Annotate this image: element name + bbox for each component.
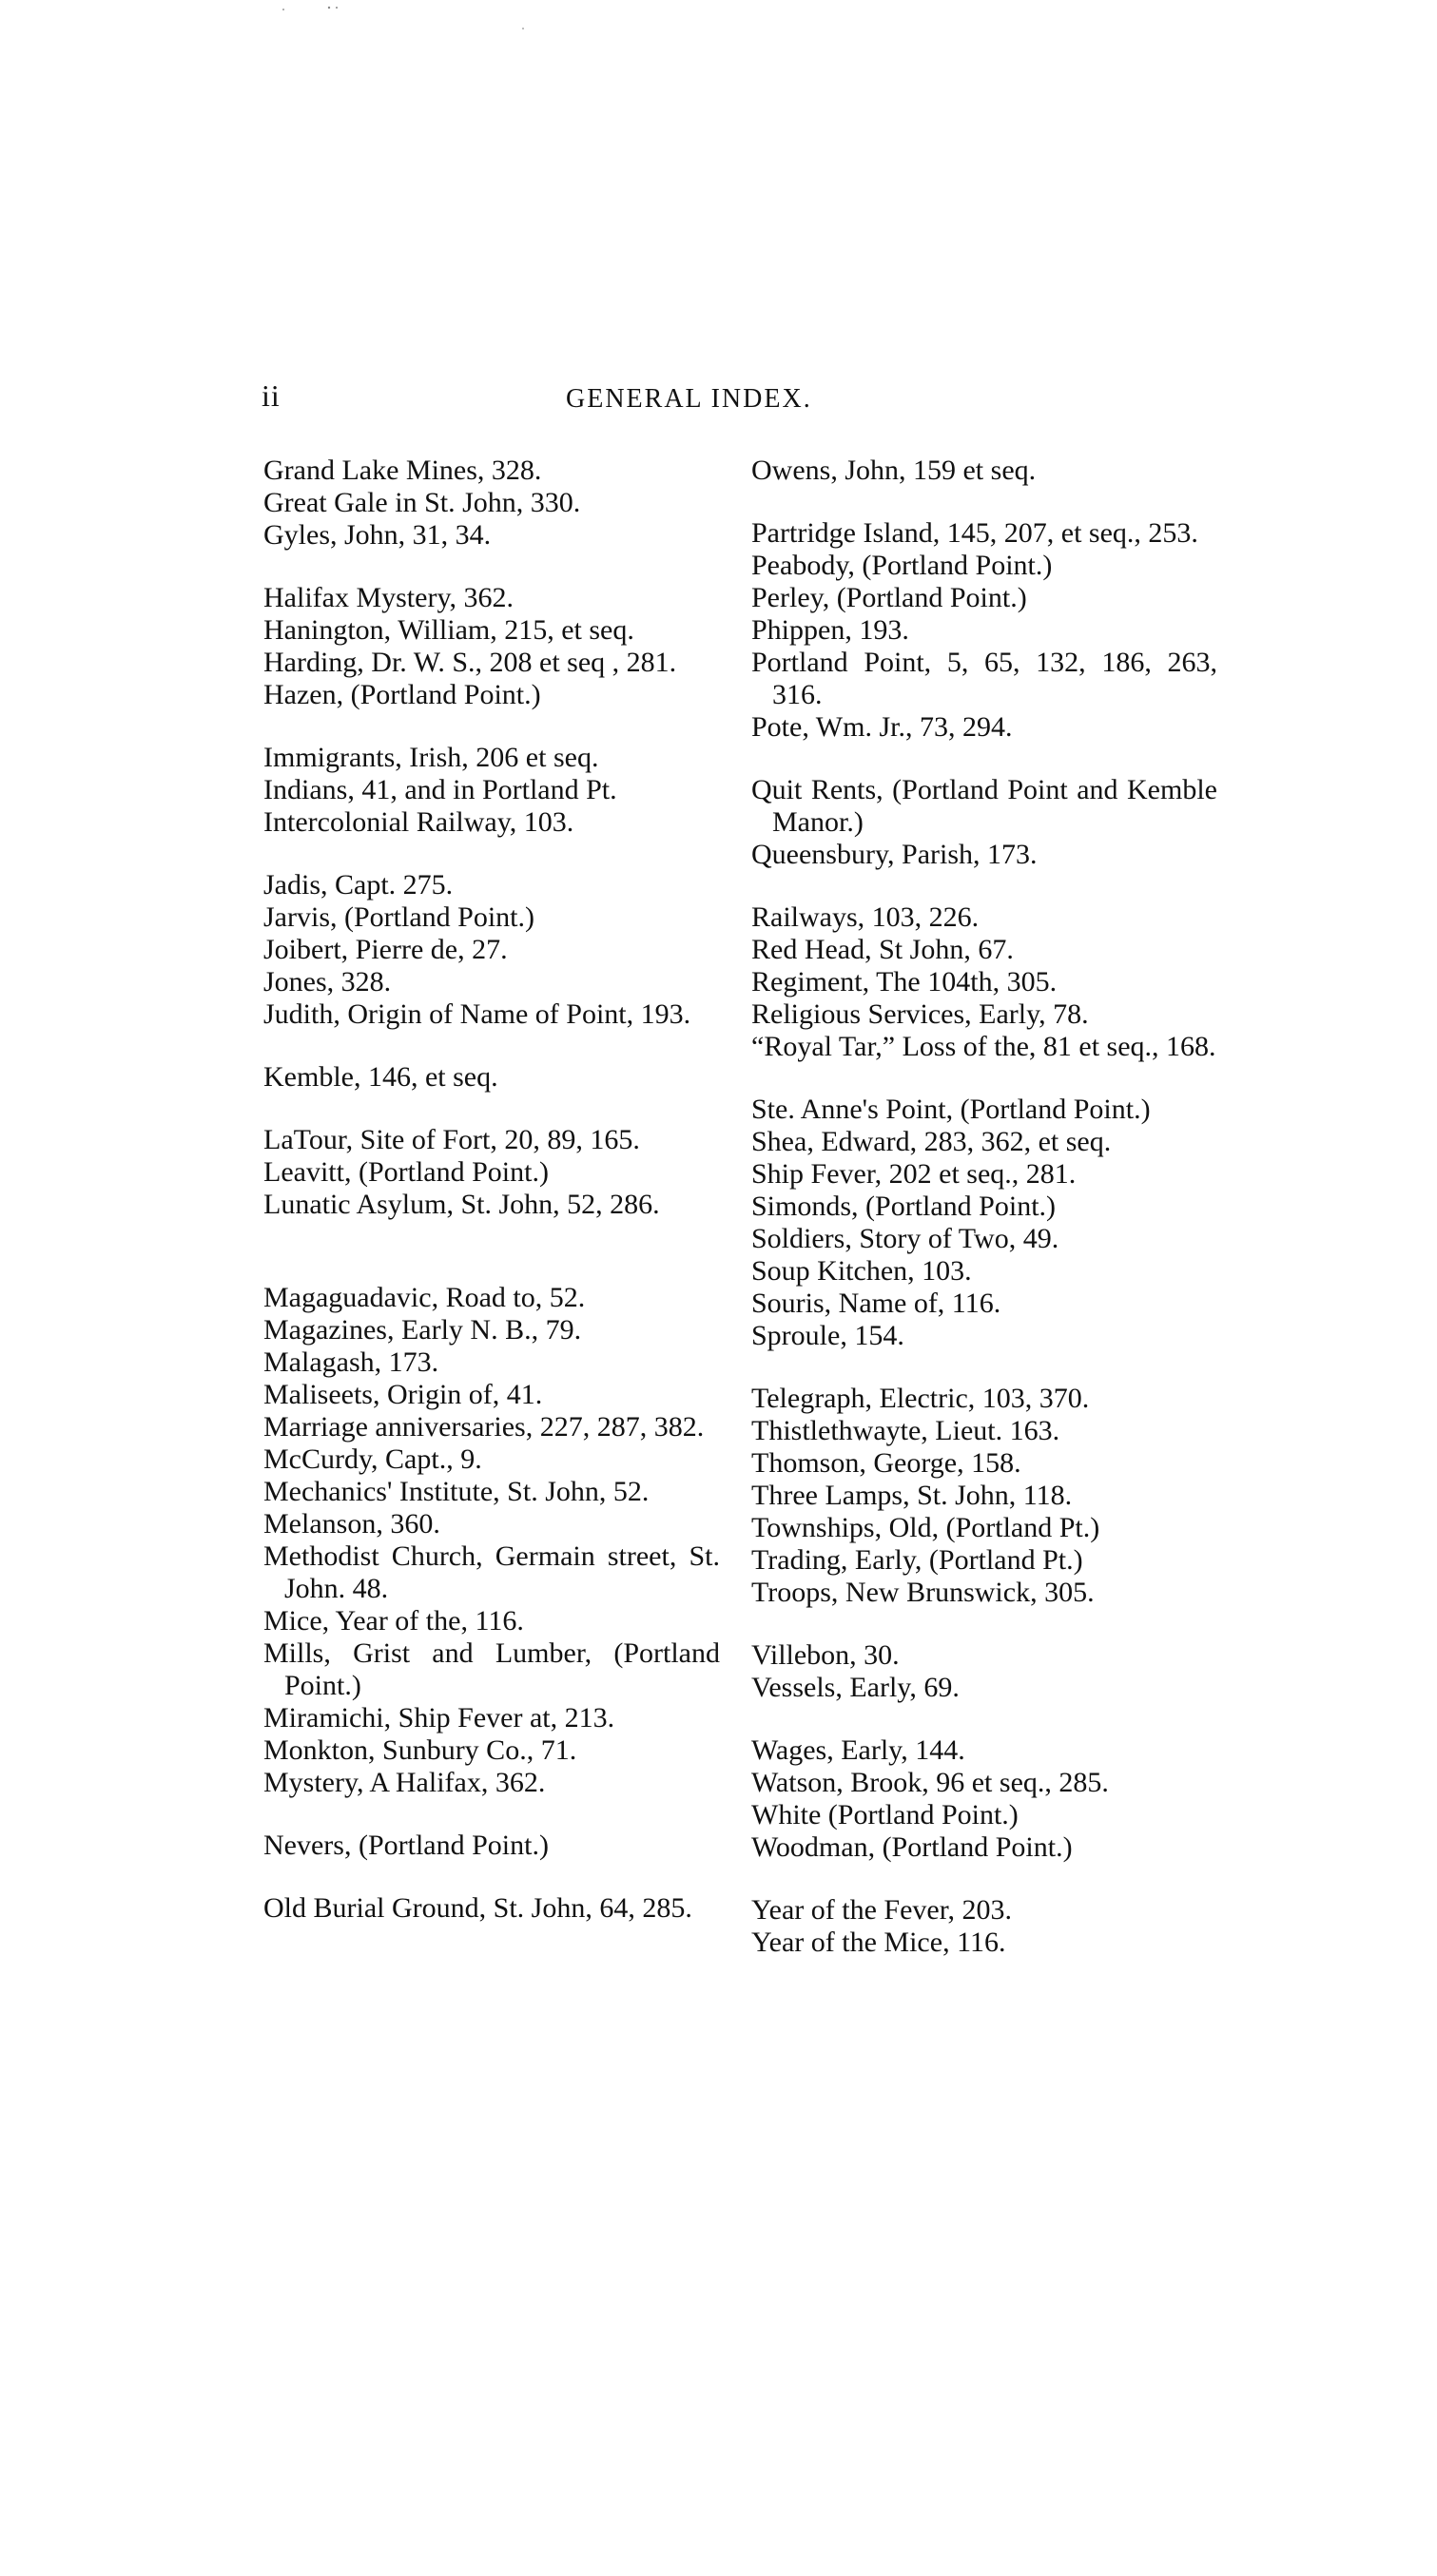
index-entry: Mice, Year of the, 116.: [263, 1605, 524, 1637]
letter-group-gap: [751, 1704, 1217, 1734]
index-entry: White (Portland Point.): [751, 1799, 1019, 1830]
index-entry: “Royal Tar,” Loss of the, 81 et seq., 168.: [751, 1031, 1216, 1062]
index-entry: Miramichi, Ship Fever at, 213.: [263, 1702, 615, 1733]
scan-specks: [266, 0, 552, 57]
index-entry: Trading, Early, (Portland Pt.): [751, 1544, 1083, 1576]
index-entry: Perley, (Portland Point.): [751, 582, 1027, 613]
page-header: [262, 378, 1203, 436]
index-entry: Hazen, (Portland Point.): [263, 679, 541, 710]
index-entry: Queensbury, Parish, 173.: [751, 839, 1038, 870]
index-entry: Mechanics' Institute, St. John, 52.: [263, 1476, 650, 1507]
letter-group-gap: [263, 1221, 720, 1251]
index-column-right: [751, 455, 1217, 1959]
index-entry: Harding, Dr. W. S., 208 et seq , 281.: [263, 647, 677, 678]
index-entry: McCurdy, Capt., 9.: [263, 1443, 482, 1475]
index-entry: Soldiers, Story of Two, 49.: [751, 1223, 1059, 1254]
index-entry: Jones, 328.: [263, 966, 392, 997]
letter-group-gap: [263, 711, 720, 742]
index-entry: Watson, Brook, 96 et seq., 285.: [751, 1767, 1109, 1798]
index-entry: Phippen, 193.: [751, 614, 909, 646]
index-entry: Year of the Mice, 116.: [751, 1927, 1006, 1958]
index-entry: Mystery, A Halifax, 362.: [263, 1767, 546, 1798]
index-entry: Maliseets, Origin of, 41.: [263, 1379, 543, 1410]
index-entry: Troops, New Brunswick, 305.: [751, 1577, 1095, 1608]
index-entry: Soup Kitchen, 103.: [751, 1255, 972, 1287]
index-entry: Red Head, St John, 67.: [751, 934, 1014, 965]
index-entry: Great Gale in St. John, 330.: [263, 487, 581, 518]
index-entry: Three Lamps, St. John, 118.: [751, 1480, 1073, 1511]
index-entry: Pote, Wm. Jr., 73, 294.: [751, 711, 1013, 743]
index-entry: Thistlethwayte, Lieut. 163.: [751, 1415, 1060, 1446]
letter-group-gap: [751, 1609, 1217, 1639]
index-entry: Nevers, (Portland Point.): [263, 1830, 549, 1861]
letter-group-gap: [751, 1352, 1217, 1383]
index-entry: Souris, Name of, 116.: [751, 1288, 1001, 1319]
index-entry: Vessels, Early, 69.: [751, 1672, 960, 1703]
letter-group-gap: [751, 744, 1217, 774]
index-entry: Magaguadavic, Road to, 52.: [263, 1282, 586, 1313]
letter-group-gap: [751, 1063, 1217, 1094]
index-entry: Woodman, (Portland Point.): [751, 1831, 1073, 1863]
index-entry: Owens, John, 159 et seq.: [751, 455, 1037, 486]
index-entry: Telegraph, Electric, 103, 370.: [751, 1383, 1090, 1414]
index-entry: Intercolonial Railway, 103.: [263, 806, 574, 838]
index-entry: Railways, 103, 226.: [751, 901, 980, 933]
index-entry: Sproule, 154.: [751, 1320, 904, 1351]
index-entry: Simonds, (Portland Point.): [751, 1191, 1057, 1222]
letter-group-gap: [751, 871, 1217, 901]
letter-group-gap: [751, 1864, 1217, 1894]
index-entry: LaTour, Site of Fort, 20, 89, 165.: [263, 1124, 640, 1155]
index-entry: Shea, Edward, 283, 362, et seq.: [751, 1126, 1112, 1157]
letter-group-gap: [263, 1251, 720, 1282]
index-entry: Judith, Origin of Name of Point, 193.: [263, 998, 691, 1030]
letter-group-gap: [751, 487, 1217, 517]
index-entry: Methodist Church, Germain street, St. John. 48.: [263, 1540, 720, 1604]
letter-group-gap: [263, 839, 720, 869]
index-entry: Peabody, (Portland Point.): [751, 550, 1053, 581]
index-entry: Jarvis, (Portland Point.): [263, 901, 534, 933]
letter-group-gap: [263, 552, 720, 582]
index-entry: Old Burial Ground, St. John, 64, 285.: [263, 1892, 692, 1924]
index-entry: Marriage anniversaries, 227, 287, 382.: [263, 1411, 705, 1443]
index-entry: Townships, Old, (Portland Pt.): [751, 1512, 1100, 1543]
running-head: GENERAL INDEX.: [566, 384, 812, 414]
index-entry: Kemble, 146, et seq.: [263, 1061, 498, 1093]
page-number: ii: [262, 378, 281, 413]
index-entry: Lunatic Asylum, St. John, 52, 286.: [263, 1189, 660, 1220]
letter-group-gap: [263, 1799, 720, 1830]
index-entry: Leavitt, (Portland Point.): [263, 1156, 549, 1188]
index-entry: Monkton, Sunbury Co., 71.: [263, 1734, 577, 1766]
index-entry: Gyles, John, 31, 34.: [263, 519, 492, 551]
index-entry: Halifax Mystery, 362.: [263, 582, 514, 613]
index-entry: Portland Point, 5, 65, 132, 186, 263, 316.: [751, 647, 1217, 710]
index-entry: Ship Fever, 202 et seq., 281.: [751, 1158, 1077, 1190]
index-entry: Quit Rents, (Portland Point and Kemble Manor.): [751, 774, 1217, 838]
index-entry: Hanington, William, 215, et seq.: [263, 614, 634, 646]
index-entry: Indians, 41, and in Portland Pt.: [263, 774, 617, 805]
index-entry: Mills, Grist and Lumber, (Portland Point.): [263, 1637, 720, 1701]
index-entry: Magazines, Early N. B., 79.: [263, 1314, 582, 1346]
index-column-left: [263, 455, 720, 1925]
letter-group-gap: [263, 1094, 720, 1124]
index-entry: Religious Services, Early, 78.: [751, 998, 1089, 1030]
index-entry: Malagash, 173.: [263, 1346, 439, 1378]
letter-group-gap: [263, 1862, 720, 1892]
index-entry: Jadis, Capt. 275.: [263, 869, 454, 901]
index-entry: Grand Lake Mines, 328.: [263, 455, 542, 486]
index-entry: Year of the Fever, 203.: [751, 1894, 1013, 1926]
index-entry: Immigrants, Irish, 206 et seq.: [263, 742, 599, 773]
index-entry: Ste. Anne's Point, (Portland Point.): [751, 1094, 1151, 1125]
index-entry: Villebon, 30.: [751, 1639, 900, 1671]
index-entry: Melanson, 360.: [263, 1508, 440, 1540]
letter-group-gap: [263, 1031, 720, 1061]
index-entry: Regiment, The 104th, 305.: [751, 966, 1058, 997]
index-entry: Joibert, Pierre de, 27.: [263, 934, 508, 965]
index-entry: Thomson, George, 158.: [751, 1447, 1021, 1479]
index-entry: Partridge Island, 145, 207, et seq., 253.: [751, 517, 1198, 549]
index-entry: Wages, Early, 144.: [751, 1734, 965, 1766]
